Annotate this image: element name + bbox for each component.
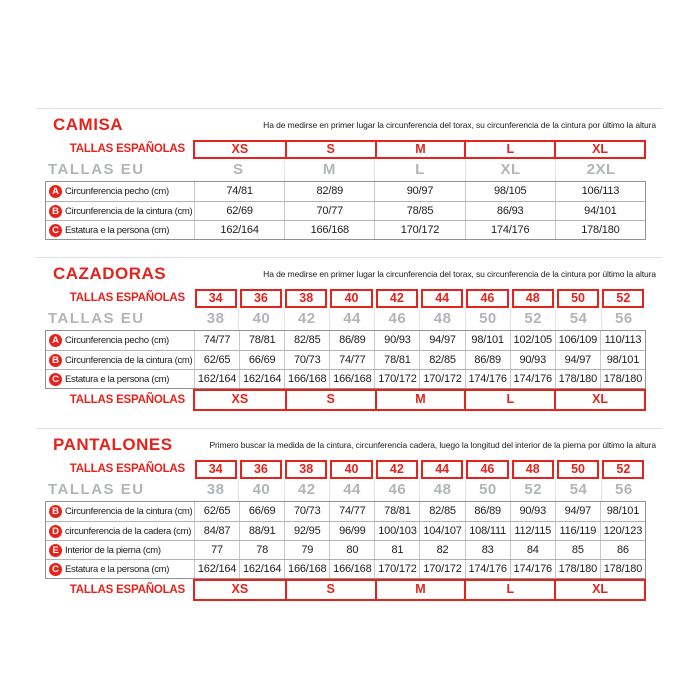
- letter-badge-c: C: [49, 373, 62, 386]
- es-size-cell: L: [464, 142, 554, 157]
- eu-size-cell: XL: [465, 159, 556, 181]
- measurement-row: [46, 201, 645, 220]
- measurement-value-cell: 174/176: [510, 560, 555, 578]
- eu-size-cell: 38: [206, 310, 225, 327]
- measurement-row: [46, 350, 645, 369]
- measurement-value-cell: 70/77: [284, 202, 374, 220]
- eu-size-cell: 50: [465, 479, 510, 501]
- spanish-sizes-row: [45, 140, 646, 159]
- letter-badge-b: B: [49, 505, 62, 518]
- es-size-cell: 40: [330, 460, 372, 479]
- letter-badge-c: C: [49, 563, 62, 576]
- measurement-value-cell: 78/81: [239, 331, 284, 350]
- measurement-label: [46, 502, 194, 521]
- eu-size-cell: 46: [374, 479, 419, 501]
- eu-size-cell: 38: [206, 481, 225, 498]
- eu-size-cell: 54: [555, 308, 600, 330]
- measurement-value-cell: 78/85: [374, 202, 464, 220]
- measurement-label: [46, 351, 194, 369]
- measurement-value-cell: 77: [194, 541, 239, 559]
- eu-sizes-label: TALLAS EU: [48, 481, 145, 498]
- measurement-row: [46, 369, 645, 388]
- measurement-value-cell: 104/107: [419, 522, 464, 540]
- measurement-value-cell: 78/81: [374, 502, 419, 521]
- spanish-sizes-label: TALLAS ESPAÑOLAS: [69, 292, 185, 304]
- measurement-row: [46, 331, 645, 350]
- eu-sizes-row: [45, 159, 646, 181]
- measurement-value-cell: 96/99: [329, 522, 374, 540]
- measurement-value-cell: 62/65: [194, 502, 239, 521]
- measurement-value-cell: 62/69: [194, 202, 284, 220]
- measurements-block: [45, 501, 646, 579]
- measurement-row: [46, 220, 645, 239]
- eu-size-cell: 48: [419, 308, 464, 330]
- measurement-value-cell: 108/111: [465, 522, 510, 540]
- measurement-value-cell: 162/164: [194, 370, 239, 388]
- es-size-cell: 42: [376, 289, 418, 308]
- spanish-sizes-label: TALLAS ESPAÑOLAS: [69, 584, 185, 596]
- measurement-value-cell: 86/89: [329, 331, 374, 350]
- measurement-value-cell: 82/85: [419, 502, 464, 521]
- section-title-camisa: CAMISA: [53, 114, 124, 134]
- measurement-value-cell: 74/77: [329, 502, 374, 521]
- es-size-cell: 48: [512, 289, 554, 308]
- measurement-label-text: Circunferencia de la cintura (cm): [65, 205, 193, 217]
- measurement-value-cell: 98/101: [600, 351, 645, 369]
- measurement-value-cell: 74/81: [194, 182, 284, 201]
- measurement-value-cell: 94/97: [555, 502, 600, 521]
- letter-badge-b: B: [49, 354, 62, 367]
- letter-badge-c: C: [49, 224, 62, 237]
- measurement-value-cell: 178/180: [555, 221, 645, 239]
- es-size-cell: 52: [602, 289, 644, 308]
- letter-badge-a: A: [49, 334, 62, 347]
- measurement-value-cell: 178/180: [555, 560, 600, 578]
- measurement-value-cell: 78: [239, 541, 284, 559]
- measurement-label: [46, 221, 194, 239]
- eu-size-cell: 42: [284, 479, 329, 501]
- measurement-value-cell: 90/97: [374, 182, 464, 201]
- es-size-cell: 48: [512, 460, 554, 479]
- measurement-value-cell: 83: [465, 541, 510, 559]
- section-title-cazadoras: CAZADORAS: [53, 263, 167, 283]
- es-size-cell: 46: [466, 289, 508, 308]
- measurement-value-cell: 162/164: [194, 221, 284, 239]
- letter-badge-b: B: [49, 205, 62, 218]
- es-size-cell: 50: [557, 289, 599, 308]
- eu-size-cell: L: [374, 159, 465, 181]
- measurement-value-cell: 81: [374, 541, 419, 559]
- measurement-value-cell: 120/123: [600, 522, 645, 540]
- eu-size-cell: 52: [510, 308, 555, 330]
- es-size-cell: XL: [554, 142, 644, 157]
- measurement-value-cell: 170/172: [419, 370, 464, 388]
- measurement-value-cell: 170/172: [374, 221, 464, 239]
- es-size-cell: 34: [195, 289, 237, 308]
- measurement-value-cell: 82: [419, 541, 464, 559]
- measurement-value-cell: 88/91: [239, 522, 284, 540]
- eu-size-cell: S: [233, 161, 244, 178]
- eu-size-cell: 54: [555, 479, 600, 501]
- measurement-label-text: Estatura e la persona (cm): [65, 224, 170, 236]
- measurement-value-cell: 102/105: [510, 331, 555, 350]
- measurement-value-cell: 110/113: [600, 331, 645, 350]
- footer-sizes-strip: [193, 389, 646, 411]
- es-size-cell: 46: [466, 460, 508, 479]
- section-note-cazadoras: Ha de medirse en primer lugar la circunferencia del torax, su circunferencia de la cintura por último la altura: [263, 268, 656, 279]
- measurement-value-cell: 174/176: [465, 370, 510, 388]
- measurement-label-text: Circunferencia pecho (cm): [65, 186, 169, 197]
- spanish-sizes-strip: [193, 140, 646, 159]
- measurement-row: [46, 521, 645, 540]
- measurement-value-cell: 66/69: [239, 351, 284, 369]
- measurement-value-cell: 94/101: [555, 202, 645, 220]
- measurement-value-cell: 112/115: [510, 522, 555, 540]
- eu-size-cell: 56: [601, 479, 646, 501]
- eu-size-cell: 52: [510, 479, 555, 501]
- section-header-pantalones: [36, 429, 662, 460]
- measurement-value-cell: 70/73: [284, 351, 329, 369]
- eu-size-cell: 56: [601, 308, 646, 330]
- section-cazadoras: [36, 257, 662, 428]
- footer-size-cell: XS: [231, 392, 249, 406]
- measurement-value-cell: 85: [555, 541, 600, 559]
- measurement-label-text: Circunferencia de la cintura (cm): [65, 354, 193, 366]
- es-size-cell: 44: [421, 289, 463, 308]
- measurement-value-cell: 90/93: [374, 331, 419, 350]
- measurement-value-cell: 82/85: [284, 331, 329, 350]
- measurement-value-cell: 98/105: [465, 182, 555, 201]
- eu-size-cell: 40: [238, 479, 283, 501]
- footer-size-cell: L: [464, 581, 554, 599]
- measurement-value-cell: 94/97: [555, 351, 600, 369]
- measurement-value-cell: 162/164: [239, 370, 284, 388]
- footer-size-cell: S: [285, 581, 375, 599]
- measurement-value-cell: 98/101: [465, 331, 510, 350]
- es-size-cell: 52: [602, 460, 644, 479]
- es-size-cell: 42: [376, 460, 418, 479]
- measurement-value-cell: 166/168: [329, 370, 374, 388]
- eu-size-cell: 50: [465, 308, 510, 330]
- measurement-label-text: Interior de la pierna (cm): [65, 544, 161, 556]
- measurement-label: [46, 370, 194, 388]
- section-header-cazadoras: [36, 258, 662, 289]
- measurement-value-cell: 90/93: [510, 502, 555, 521]
- footer-size-cell: M: [375, 581, 465, 599]
- spanish-sizes-row: [45, 289, 646, 308]
- es-size-cell: 38: [285, 460, 327, 479]
- es-size-cell: 36: [240, 460, 282, 479]
- measurement-value-cell: 84/87: [194, 522, 239, 540]
- measurement-value-cell: 166/168: [329, 560, 374, 578]
- eu-size-cell: 42: [284, 308, 329, 330]
- measurement-label: [46, 182, 194, 201]
- measurement-value-cell: 66/69: [239, 502, 284, 521]
- measurement-value-cell: 170/172: [419, 560, 464, 578]
- measurement-row: [46, 540, 645, 559]
- measurement-value-cell: 162/164: [239, 560, 284, 578]
- footer-size-cell: XL: [554, 581, 644, 599]
- measurement-value-cell: 86/89: [465, 351, 510, 369]
- spanish-sizes-footer-row: [45, 389, 646, 411]
- measurement-label-text: circunferencia de la cadera (cm): [65, 525, 192, 537]
- measurement-value-cell: 86: [600, 541, 645, 559]
- measurement-value-cell: 174/176: [465, 221, 555, 239]
- eu-size-cell: 40: [238, 308, 283, 330]
- es-size-cell: XS: [231, 142, 249, 156]
- footer-size-cell: M: [375, 391, 465, 409]
- measurement-value-cell: 100/103: [374, 522, 419, 540]
- es-size-cell: 50: [557, 460, 599, 479]
- eu-size-cell: 48: [419, 479, 464, 501]
- measurement-value-cell: 178/180: [555, 370, 600, 388]
- measurement-row: [46, 559, 645, 578]
- measurement-row: [46, 182, 645, 201]
- section-camisa: [36, 108, 662, 257]
- size-table-camisa: [45, 140, 646, 240]
- eu-sizes-row: [45, 308, 646, 330]
- section-note-camisa: Ha de medirse en primer lugar la circunferencia del torax, su circunferencia de la cintura por último la altura: [263, 119, 656, 130]
- footer-sizes-strip: [193, 579, 646, 601]
- measurement-value-cell: 94/97: [419, 331, 464, 350]
- section-pantalones: [36, 428, 662, 618]
- es-size-cell: 40: [330, 289, 372, 308]
- es-size-cell: 38: [285, 289, 327, 308]
- measurement-label: [46, 202, 194, 220]
- measurement-value-cell: 174/176: [510, 370, 555, 388]
- measurement-value-cell: 98/101: [600, 502, 645, 521]
- measurement-value-cell: 82/85: [419, 351, 464, 369]
- measurement-value-cell: 90/93: [510, 351, 555, 369]
- footer-size-cell: XL: [554, 391, 644, 409]
- size-table-pantalones: [45, 460, 646, 601]
- measurement-value-cell: 166/168: [284, 221, 374, 239]
- section-header-camisa: [36, 109, 662, 140]
- measurement-value-cell: 106/109: [555, 331, 600, 350]
- footer-size-cell: L: [464, 391, 554, 409]
- measurement-value-cell: 84: [510, 541, 555, 559]
- measurements-block: [45, 330, 646, 389]
- measurement-label: [46, 560, 194, 578]
- measurement-value-cell: 170/172: [374, 370, 419, 388]
- footer-size-cell: XS: [231, 582, 249, 596]
- measurement-value-cell: 70/73: [284, 502, 329, 521]
- eu-size-cell: 44: [329, 479, 374, 501]
- measurement-label: [46, 541, 194, 559]
- measurement-value-cell: 79: [284, 541, 329, 559]
- measurement-label: [46, 522, 194, 540]
- spanish-sizes-label: TALLAS ESPAÑOLAS: [69, 463, 185, 475]
- measurement-value-cell: 74/77: [329, 351, 374, 369]
- measurement-label-text: Circunferencia de la cintura (cm): [65, 506, 193, 517]
- measurement-value-cell: 86/93: [465, 202, 555, 220]
- spanish-sizes-label: TALLAS ESPAÑOLAS: [69, 143, 185, 155]
- measurement-value-cell: 162/164: [194, 560, 239, 578]
- es-size-cell: M: [375, 142, 465, 157]
- eu-sizes-label: TALLAS EU: [48, 310, 145, 327]
- measurement-row: [46, 502, 645, 521]
- letter-badge-a: A: [49, 185, 62, 198]
- measurement-value-cell: 174/176: [465, 560, 510, 578]
- es-size-cell: 34: [195, 460, 237, 479]
- measurement-value-cell: 166/168: [284, 560, 329, 578]
- measurement-value-cell: 106/113: [555, 182, 645, 201]
- spanish-sizes-footer-row: [45, 579, 646, 601]
- letter-badge-d: D: [49, 525, 62, 538]
- es-size-cell: S: [285, 142, 375, 157]
- eu-sizes-label: TALLAS EU: [48, 161, 145, 178]
- eu-sizes-row: [45, 479, 646, 501]
- size-chart-sheet: [36, 108, 662, 618]
- measurement-value-cell: 92/95: [284, 522, 329, 540]
- footer-size-cell: S: [285, 391, 375, 409]
- eu-size-cell: 2XL: [555, 159, 646, 181]
- eu-size-cell: 46: [374, 308, 419, 330]
- measurement-value-cell: 82/89: [284, 182, 374, 201]
- measurement-label-text: Estatura e la persona (cm): [65, 373, 170, 385]
- section-note-pantalones: Primero buscar la medida de la cintura, circunferencia cadera, luego la longitud del interior de la pierna por último la altura: [209, 439, 656, 450]
- measurement-value-cell: 74/77: [194, 331, 239, 350]
- measurement-value-cell: 178/180: [600, 560, 645, 578]
- measurements-block: [45, 181, 646, 240]
- measurement-label-text: Circunferencia pecho (cm): [65, 335, 169, 346]
- size-table-cazadoras: [45, 289, 646, 411]
- eu-size-cell: 44: [329, 308, 374, 330]
- letter-badge-e: E: [49, 544, 62, 557]
- es-size-cell: 36: [240, 289, 282, 308]
- measurement-label: [46, 331, 194, 350]
- measurement-value-cell: 86/89: [465, 502, 510, 521]
- section-title-pantalones: PANTALONES: [53, 434, 173, 454]
- measurement-value-cell: 78/81: [374, 351, 419, 369]
- spanish-sizes-label: TALLAS ESPAÑOLAS: [69, 394, 185, 406]
- spanish-sizes-row: [45, 460, 646, 479]
- measurement-value-cell: 178/180: [600, 370, 645, 388]
- measurement-value-cell: 62/65: [194, 351, 239, 369]
- es-size-cell: 44: [421, 460, 463, 479]
- measurement-label-text: Estatura e la persona (cm): [65, 563, 170, 575]
- measurement-value-cell: 170/172: [374, 560, 419, 578]
- measurement-value-cell: 116/119: [555, 522, 600, 540]
- measurement-value-cell: 166/168: [284, 370, 329, 388]
- eu-size-cell: M: [284, 159, 375, 181]
- measurement-value-cell: 80: [329, 541, 374, 559]
